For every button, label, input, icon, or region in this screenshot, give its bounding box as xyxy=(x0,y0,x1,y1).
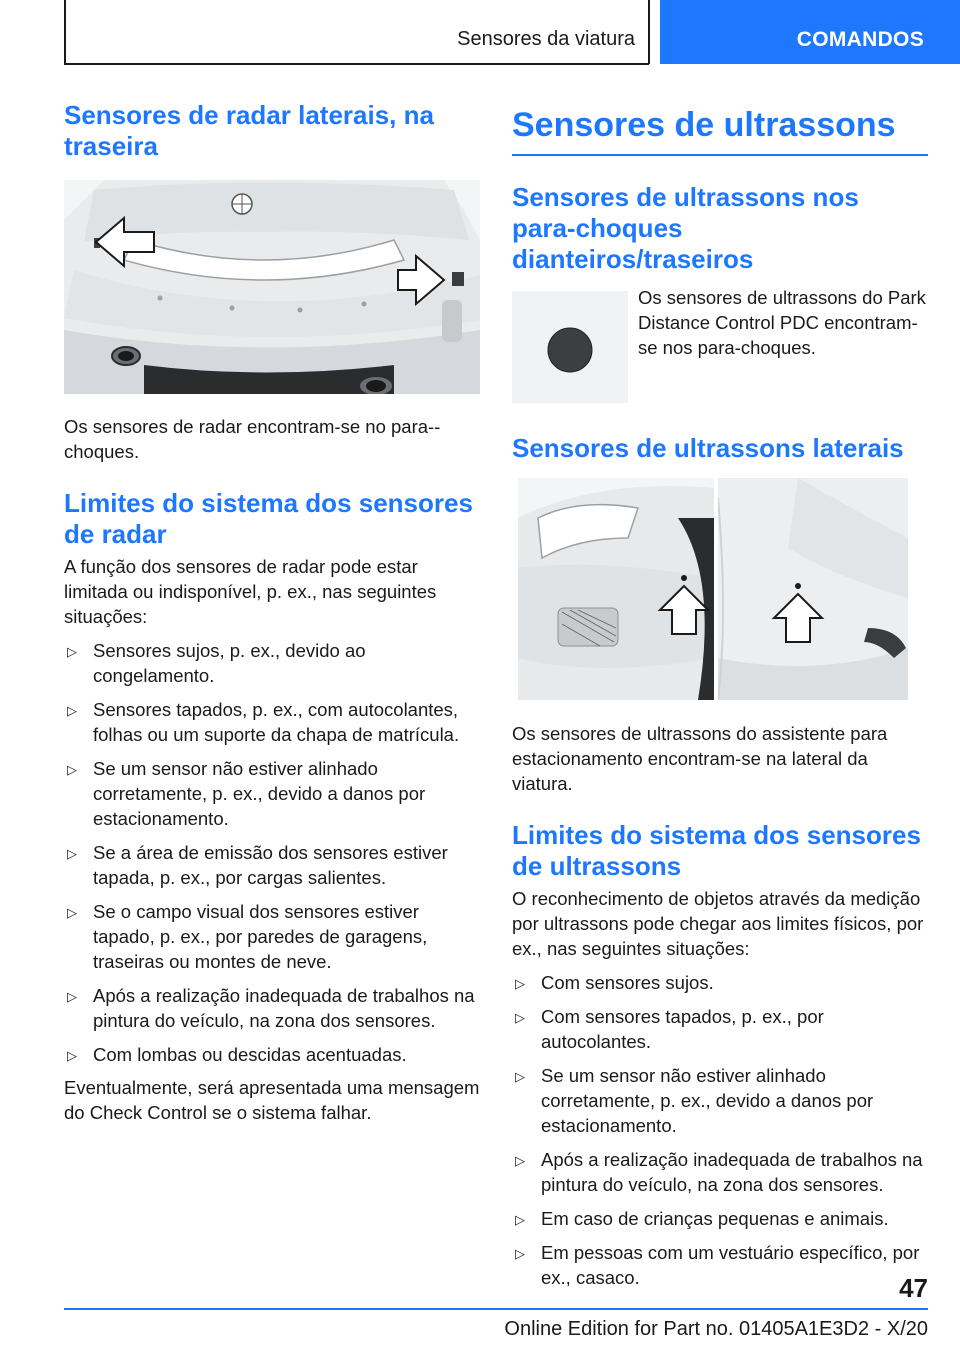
radar-image-caption: Os sensores de radar encontram-se no para--choques. xyxy=(64,416,441,462)
ultrasonic-side-text: Os sensores de ultrassons do assistente para estacionamento encontram-se na lateral da viatura. xyxy=(512,722,888,794)
triangle-bullet-icon: ▷ xyxy=(67,1048,77,1063)
triangle-bullet-icon: ▷ xyxy=(515,1009,525,1025)
list-item: ▷ Se o campo visual dos sensores estiver tapado, p. ex., por paredes de garagens, traseiras ou montes de neve. xyxy=(67,901,428,972)
front-car-illustration xyxy=(518,478,714,700)
right-column xyxy=(512,100,928,1290)
sensor-disc-icon xyxy=(512,291,628,403)
triangle-bullet-icon: ▷ xyxy=(67,989,77,1004)
header-chapter-label: COMANDOS xyxy=(796,28,924,51)
rear-car-illustration xyxy=(64,180,480,394)
radar-limits-list xyxy=(64,638,480,1067)
triangle-bullet-icon: ▷ xyxy=(67,905,77,920)
list-item: ▷ Sensores tapados, p. ex., com autocolantes, folhas ou um suporte da chapa de matrícula. xyxy=(67,699,460,745)
radar-rear-title: Sensores de radar laterais, na traseira xyxy=(64,100,434,161)
side-sensor-image xyxy=(518,478,714,700)
triangle-bullet-icon: ▷ xyxy=(515,1245,525,1261)
header-divider-bottom xyxy=(64,63,649,65)
header-section-title: Sensores da viatura xyxy=(457,28,635,50)
triangle-bullet-icon: ▷ xyxy=(515,1211,525,1227)
triangle-bullet-icon: ▷ xyxy=(515,975,525,991)
radar-limits-intro: A função dos sensores de radar pode estar limitada ou indisponível, p. ex., nas seguintes situações: xyxy=(64,556,437,627)
header-divider-left xyxy=(64,0,66,64)
header-chapter-tab[interactable] xyxy=(660,0,960,64)
list-item: ▷ Em caso de crianças pequenas e animais. xyxy=(512,1206,928,1231)
footer-divider xyxy=(64,1308,928,1310)
rear-bumper-image xyxy=(64,180,480,394)
triangle-bullet-icon: ▷ xyxy=(515,1068,525,1084)
triangle-bullet-icon: ▷ xyxy=(67,644,77,659)
ultrasonic-bumper-title: Sensores de ultrassons nos para-choques dianteiros/traseiros xyxy=(512,181,859,274)
list-item: ▷ Com lombas ou descidas acentuadas. xyxy=(64,1042,480,1067)
left-column xyxy=(64,100,480,1125)
rear-side-car-illustration xyxy=(718,478,908,700)
ultrasonic-bumper-text: Os sensores de ultrassons do Park Distance Control PDC encontram-se nos para-choques. xyxy=(638,286,926,358)
triangle-bullet-icon: ▷ xyxy=(67,762,77,777)
page-number: 47 xyxy=(899,1273,928,1303)
title-underline xyxy=(512,154,928,156)
list-item: ▷ Com sensores tapados, p. ex., por autocolantes. xyxy=(515,1005,824,1052)
list-item: ▷ Com sensores sujos. xyxy=(512,970,928,995)
radar-closing-text: Eventualmente, será apresentada uma mensagem do Check Control se o sistema falhar. xyxy=(64,1077,480,1123)
list-item: ▷ Após a realização inadequada de trabalhos na pintura do veículo, na zona dos sensores. xyxy=(67,985,475,1031)
ultrasonic-limits-title: Limites do sistema dos sensores de ultrassons xyxy=(512,819,921,881)
triangle-bullet-icon: ▷ xyxy=(67,846,77,861)
radar-limits-title: Limites do sistema dos sensores de radar xyxy=(64,488,473,549)
ultrasonic-main-title: Sensores de ultrassons xyxy=(512,106,896,144)
ultrasonic-side-title: Sensores de ultrassons laterais xyxy=(512,432,904,463)
triangle-bullet-icon: ▷ xyxy=(515,1152,525,1168)
list-item: ▷ Após a realização inadequada de trabalhos na pintura do veículo, na zona dos sensores. xyxy=(515,1148,923,1195)
header-divider-mid xyxy=(648,0,650,64)
sensor-image xyxy=(512,291,628,403)
list-item: ▷ Sensores sujos, p. ex., devido ao congelamento. xyxy=(67,640,366,686)
list-item: ▷ Se um sensor não estiver alinhado corretamente, p. ex., devido a danos por estacionamento. xyxy=(515,1064,874,1136)
list-item: ▷ Se a área de emissão dos sensores estiver tapada, p. ex., por cargas salientes. xyxy=(67,842,448,888)
triangle-bullet-icon: ▷ xyxy=(67,703,77,718)
list-item: ▷ Se um sensor não estiver alinhado corretamente, p. ex., devido a danos por estacionamento. xyxy=(67,758,426,829)
ultrasonic-limits-intro: O reconhecimento de objetos através da medição por ultrassons pode chegar aos limites físicos, por ex., nas seguintes situações: xyxy=(512,887,924,959)
list-item: ▷ Em pessoas com um vestuário específico, por ex., casaco. xyxy=(515,1241,920,1288)
ultrasonic-limits-list xyxy=(512,970,928,1290)
bumper-sensor-block xyxy=(512,285,928,403)
footer-edition: Online Edition for Part no. 01405A1E3D2 - X/20 xyxy=(504,1318,928,1340)
rear-side-sensor-image xyxy=(718,478,908,700)
